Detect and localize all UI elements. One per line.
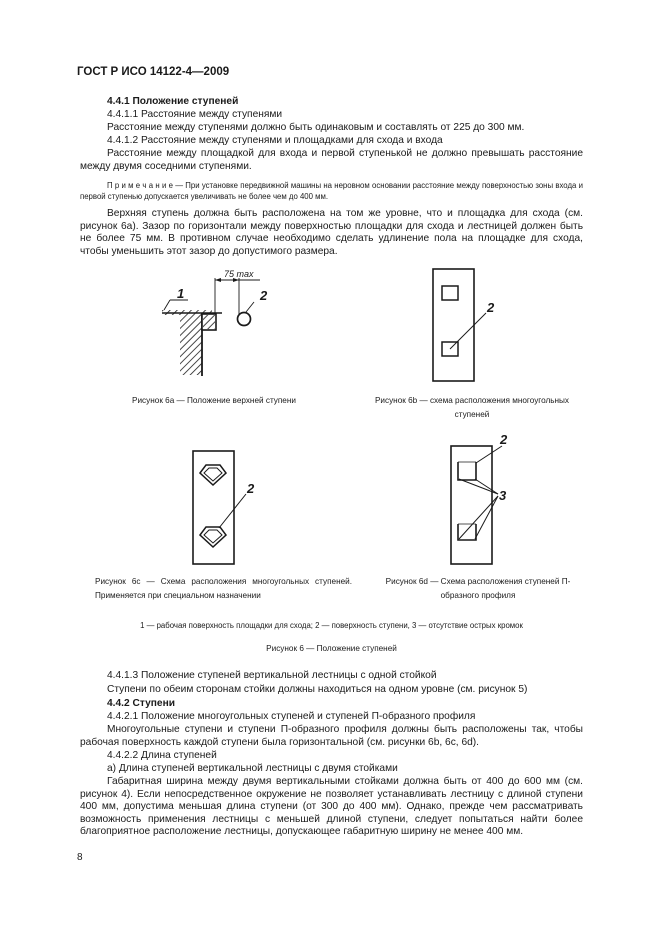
figure-title: Рисунок 6 — Положение ступеней (266, 644, 397, 653)
paragraph-step-position: Многоугольные ступени и ступени П-образного профиля должны быть расположены так, чтобы рабочая поверхность каждой ступени была горизонтальной (см. рисунки 6b, 6c, 6d). (80, 724, 583, 748)
caption-6b: Рисунок 6b — схема расположения многоугольных ступеней (374, 396, 570, 419)
label-2: 2 (487, 300, 495, 315)
paragraph-single-stile: Ступени по обеим сторонам стойки должны находиться на одном уровне (см. рисунок 5) (107, 684, 528, 695)
section-heading-4-4-2: 4.4.2 Ступени (107, 698, 175, 709)
label-1: 1 (177, 286, 185, 301)
paragraph-platform-distance: Расстояние между площадкой для входа и первой ступенькой не должно превышать расстояние между двумя соседними ступенями. (80, 148, 583, 172)
subsection-title-4-4-1-2: 4.4.1.2 Расстояние между ступенями и площадками для схода и входа (107, 135, 443, 146)
label-2: 2 (500, 432, 508, 447)
figure-6c (190, 449, 270, 567)
label-2: 2 (260, 288, 268, 303)
figure-6d (448, 432, 528, 570)
subsection-title-4-4-2-1: 4.4.2.1 Положение многоугольных ступеней и ступеней П-образного профиля (107, 711, 476, 722)
list-item-a: а) Длина ступеней вертикальной лестницы с двумя стойками (107, 763, 398, 774)
platform-wall-hatch (180, 315, 202, 375)
label-2: 2 (247, 481, 255, 496)
caption-6c: Рисунок 6с — Схема расположения многоугольных ступеней. Применяется при специальном назначении (95, 577, 352, 600)
caption-6a: Рисунок 6а — Положение верхней ступени (132, 396, 296, 405)
dimension-label: 75 max (224, 269, 254, 279)
subsection-title-4-4-2-2: 4.4.2.2 Длина ступеней (107, 750, 217, 761)
label-3: 3 (499, 488, 507, 503)
ladder-rung-circle (238, 313, 251, 326)
paragraph-step-distance: Расстояние между ступенями должно быть одинаковым и составлять от 225 до 300 мм. (107, 122, 525, 133)
paragraph-step-length: Габаритная ширина между двумя вертикальными стойками должна быть от 400 до 600 мм (см. рисунок 4). Если непосредственное окружение не позволяет устанавливать лестницу с длиной ступени 400 мм, допустима меньшая длина ступени (от 300 до 400 мм). Однако, прежде чем рассматривать возможность применения лестницы с меньшей длиной ступени, следует попытаться найти более благоприятное расположение лестницы, допускающее габаритную ширину не менее 400 мм. (80, 776, 583, 838)
subsection-title-4-4-1-3: 4.4.1.3 Положение ступеней вертикальной лестницы с одной стойкой (107, 670, 437, 681)
page-number: 8 (77, 852, 83, 863)
section-heading-4-4-1: 4.4.1 Положение ступеней (107, 96, 239, 107)
figure-legend: 1 — рабочая поверхность площадки для схода; 2 — поверхность ступени, 3 — отсутствие острых кромок (140, 621, 523, 630)
subsection-title-4-4-1-1: 4.4.1.1 Расстояние между ступенями (107, 109, 283, 120)
caption-6d: Рисунок 6d — Схема расположения ступеней П-образного профиля (385, 577, 571, 600)
paragraph-upper-step: Верхняя ступень должна быть расположена на том же уровне, что и площадка для схода (см. рисунок 6а). Зазор по горизонтали между поверхностью площадки для схода и лестницей должен быть не более 75 мм. В противном случае необходимо сделать удлинение пола на площадке для схода, чтобы уменьшить этот зазор до допустимого размера. (80, 208, 583, 257)
ladder-stile (451, 446, 492, 564)
figure-6a (150, 266, 290, 378)
step-rectangle-upper (442, 286, 458, 300)
document-header: ГОСТ Р ИСО 14122-4—2009 (77, 66, 230, 78)
note-uneven-ground: П р и м е ч а н и е — При установке передвижной машины на неровном основании расстояние между поверхностью зоны входа и первой ступенью допускается увеличивать не более чем до 400 мм. (80, 181, 583, 201)
figure-6b (430, 268, 510, 383)
